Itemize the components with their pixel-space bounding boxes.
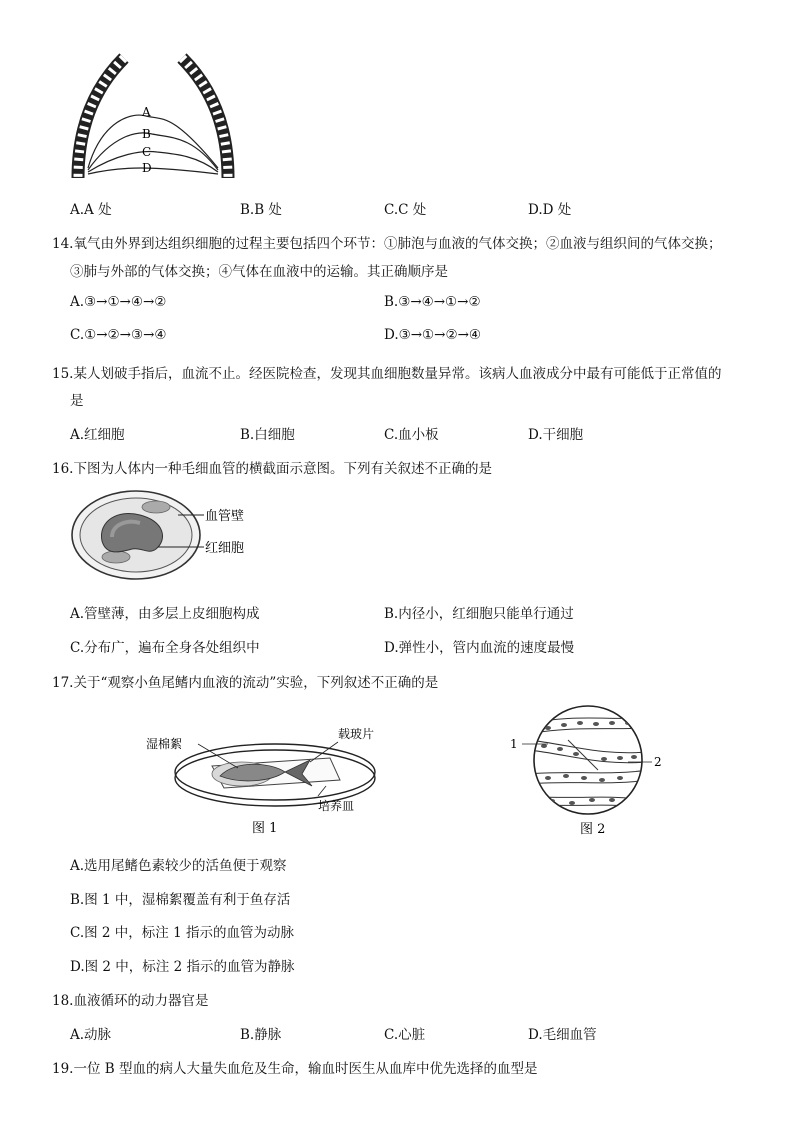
q14-option-c[interactable]: C.①→②→③→④ bbox=[70, 327, 167, 343]
petri-dish-label: 培养皿 bbox=[318, 799, 355, 813]
q16-option-a[interactable]: A.管壁薄，由多层上皮细胞构成 bbox=[70, 606, 260, 622]
figure-2-caption: 图 2 bbox=[580, 822, 606, 837]
red-cell-label: 红细胞 bbox=[205, 541, 245, 556]
q18-option-d[interactable]: D.毛细血管 bbox=[528, 1027, 597, 1043]
diaphragm-label-d: D bbox=[142, 161, 152, 175]
diaphragm-label-b: B bbox=[142, 127, 151, 141]
q13-option-d[interactable]: D.D 处 bbox=[528, 202, 572, 218]
q18-option-c[interactable]: C.心脏 bbox=[384, 1027, 426, 1043]
q15-stem: 15.某人划破手指后，血流不止。经医院检查，发现其血细胞数量异常。该病人血液成分中最有可能低于正常值的 bbox=[52, 366, 722, 382]
vessel-2-label: 2 bbox=[654, 755, 662, 769]
q17-option-b[interactable]: B.图 1 中，湿棉絮覆盖有利于鱼存活 bbox=[70, 892, 291, 908]
q16-option-b[interactable]: B.内径小，红细胞只能单行通过 bbox=[384, 606, 574, 622]
q18-option-b[interactable]: B.静脉 bbox=[240, 1027, 282, 1043]
vessel-1-label: 1 bbox=[510, 737, 518, 751]
diaphragm-label-c: C bbox=[142, 145, 152, 159]
diaphragm-figure bbox=[62, 50, 252, 185]
q14-stem-line2: ③肺与外部的气体交换；④气体在血液中的运输。其正确顺序是 bbox=[70, 264, 448, 280]
q16-stem: 16.下图为人体内一种毛细血管的横截面示意图。下列有关叙述不正确的是 bbox=[52, 461, 492, 477]
q17-stem: 17.关于“观察小鱼尾鳍内血液的流动”实验，下列叙述不正确的是 bbox=[52, 675, 439, 691]
capillary-wall-label: 血管壁 bbox=[205, 509, 245, 524]
q15-stem-line2: 是 bbox=[70, 393, 84, 409]
q16-option-d[interactable]: D.弹性小，管内血流的速度最慢 bbox=[384, 640, 575, 656]
q14-stem: 14.氧气由外界到达组织细胞的过程主要包括四个环节：①肺泡与血液的气体交换；②血液与组织间的气体交换； bbox=[52, 236, 722, 252]
q14-option-b[interactable]: B.③→④→①→② bbox=[384, 294, 481, 310]
q17-option-a[interactable]: A.选用尾鳍色素较少的活鱼便于观察 bbox=[70, 858, 287, 874]
wet-cotton-label: 湿棉絮 bbox=[146, 737, 183, 751]
figure-1-caption: 图 1 bbox=[252, 821, 278, 836]
q15-option-c[interactable]: C.血小板 bbox=[384, 427, 439, 443]
q14-option-a[interactable]: A.③→①→④→② bbox=[70, 294, 167, 310]
q15-option-a[interactable]: A.红细胞 bbox=[70, 427, 125, 443]
q17-option-d[interactable]: D.图 2 中，标注 2 指示的血管为静脉 bbox=[70, 959, 295, 975]
fish-petri-figure bbox=[140, 720, 390, 840]
q14-option-d[interactable]: D.③→①→②→④ bbox=[384, 327, 481, 343]
q19-stem: 19.一位 B 型血的病人大量失血危及生命，输血时医生从血库中优先选择的血型是 bbox=[52, 1061, 538, 1077]
q17-option-c[interactable]: C.图 2 中，标注 1 指示的血管为动脉 bbox=[70, 925, 294, 941]
diaphragm-label-a: A bbox=[142, 105, 151, 119]
q13-option-c[interactable]: C.C 处 bbox=[384, 202, 427, 218]
petri-dish-pointer bbox=[318, 786, 326, 796]
q15-option-b[interactable]: B.白细胞 bbox=[240, 427, 295, 443]
q13-option-a[interactable]: A.A 处 bbox=[70, 202, 112, 218]
q16-option-c[interactable]: C.分布广，遍布全身各处组织中 bbox=[70, 640, 260, 656]
slide-label: 载玻片 bbox=[338, 727, 375, 741]
capillary-figure bbox=[68, 485, 268, 595]
wet-cotton-pointer bbox=[198, 744, 238, 768]
q15-option-d[interactable]: D.干细胞 bbox=[528, 427, 584, 443]
q13-option-b[interactable]: B.B 处 bbox=[240, 202, 282, 218]
q18-option-a[interactable]: A.动脉 bbox=[70, 1027, 112, 1043]
q18-stem: 18.血液循环的动力器官是 bbox=[52, 993, 209, 1009]
vessel-microscope-figure bbox=[508, 700, 668, 840]
